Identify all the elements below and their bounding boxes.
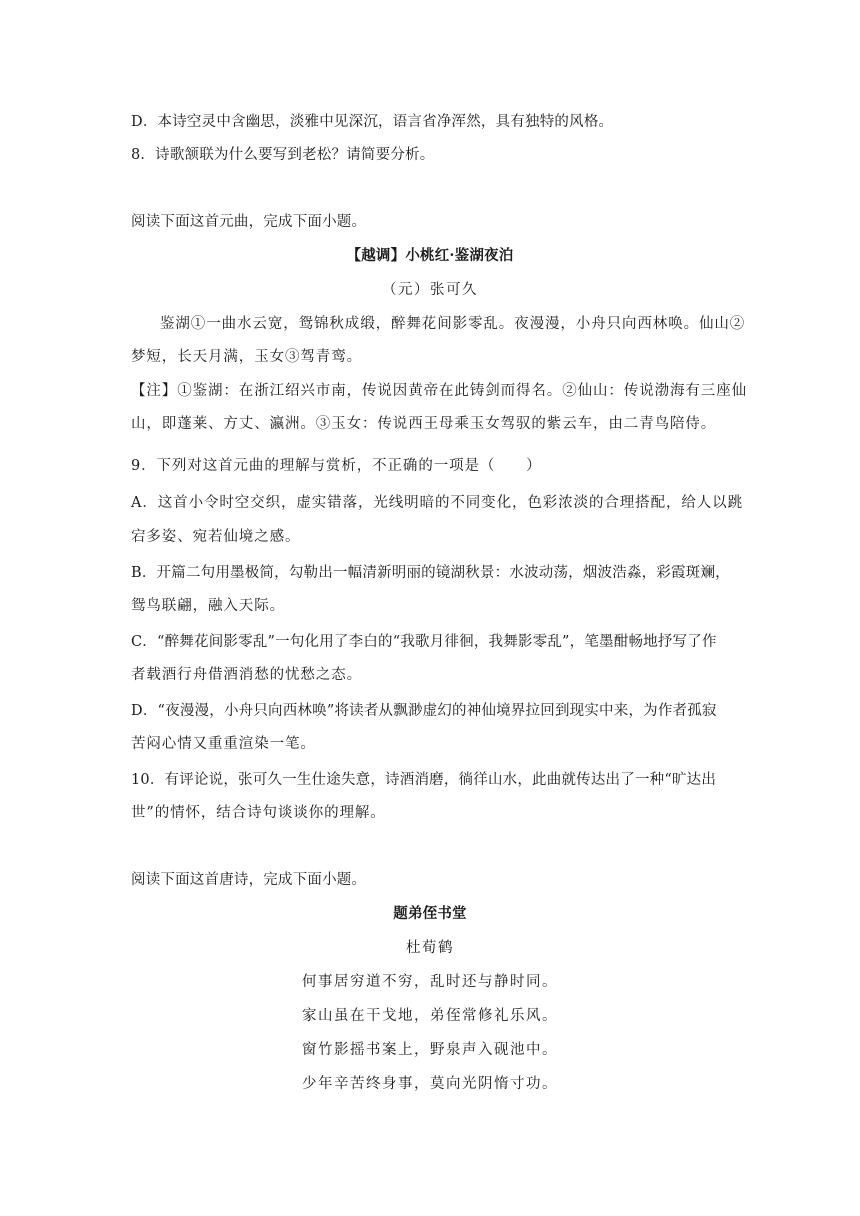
question-10-line-1: 10．有评论说，张可久一生仕途失意，诗酒消磨，徜徉山水，此曲就传达出了一种“旷达出 [131,772,717,788]
option-b-line-2: 鸳鸟联翩，融入天际。 [131,598,285,614]
option-c-line-2: 者载酒行舟借酒消愁的忧愁之态。 [131,667,362,683]
option-b-line-1: B．开篇二句用墨极简，勾勒出一幅清新明丽的镜湖秋景：水波动荡，烟波浩淼，彩霞斑斓， [131,565,730,581]
option-d-line-2: 苦闷心情又重重渲染一笔。 [131,736,316,752]
question-10-line-2: 世”的情怀，结合诗句谈谈你的理解。 [131,805,386,821]
poem-verse-4: 少年辛苦终身事，莫向光阴惰寸功。 [302,1076,558,1092]
annotation-line-1: 【注】①鉴湖：在浙江绍兴市南，传说因黄帝在此铸剑而得名。②仙山：传说渤海有三座仙 [131,383,747,399]
question-9: 9．下列对这首元曲的理解与赏析，不正确的一项是（ ） [131,458,542,474]
poem-verse-2: 家山虽在干戈地，弟侄常修礼乐风。 [302,1008,558,1024]
option-c-line-1: C．“醉舞花间影零乱”一句化用了李白的“我歌月徘徊，我舞影零乱”，笔墨酣畅地抒写了作 [131,634,717,650]
poem-verse-1: 何事居穷道不穷，乱时还与静时同。 [302,974,558,990]
poem-text-line-1: 鉴湖①一曲水云宽，鸳锦秋成缎，醉舞花间影零乱。夜漫漫，小舟只向西林唤。仙山② [160,316,746,332]
option-d-q7: D．本诗空灵中含幽思，淡雅中见深沉，语言省净浑然，具有独特的风格。 [131,114,614,130]
poem-verse-3: 窗竹影摇书案上，野泉声入砚池中。 [302,1042,558,1058]
poem-author-tangshi: 杜荀鹤 [406,940,454,956]
poem-title-tangshi: 题弟侄书堂 [393,905,467,922]
option-a-line-2: 宕多姿、宛若仙境之感。 [131,529,301,545]
poem-text-line-2: 梦短，长天月满，玉女③驾青鸾。 [131,349,362,365]
annotation-line-2: 山，即蓬莱、方丈、瀛洲。③玉女：传说西王母乘玉女驾驭的紫云车，由二青鸟陪侍。 [131,416,717,432]
poem-title-yuanqu: 【越调】小桃红·鉴湖夜泊 [346,247,514,264]
option-d-line-1: D．“夜漫漫，小舟只向西林唤”将读者从飘渺虚幻的神仙境界拉回到现实中来，为作者孤寂 [131,703,717,719]
section-intro-tangshi: 阅读下面这首唐诗，完成下面小题。 [131,872,367,888]
question-8: 8．诗歌颔联为什么要写到老松？请简要分析。 [131,147,435,163]
poem-author-yuanqu: （元）张可久 [382,282,478,298]
option-a-line-1: A．这首小令时空交织，虚实错落，光线明暗的不同变化，色彩浓淡的合理搭配，给人以跳 [131,495,743,511]
section-intro-yuanqu: 阅读下面这首元曲，完成下面小题。 [131,214,367,230]
